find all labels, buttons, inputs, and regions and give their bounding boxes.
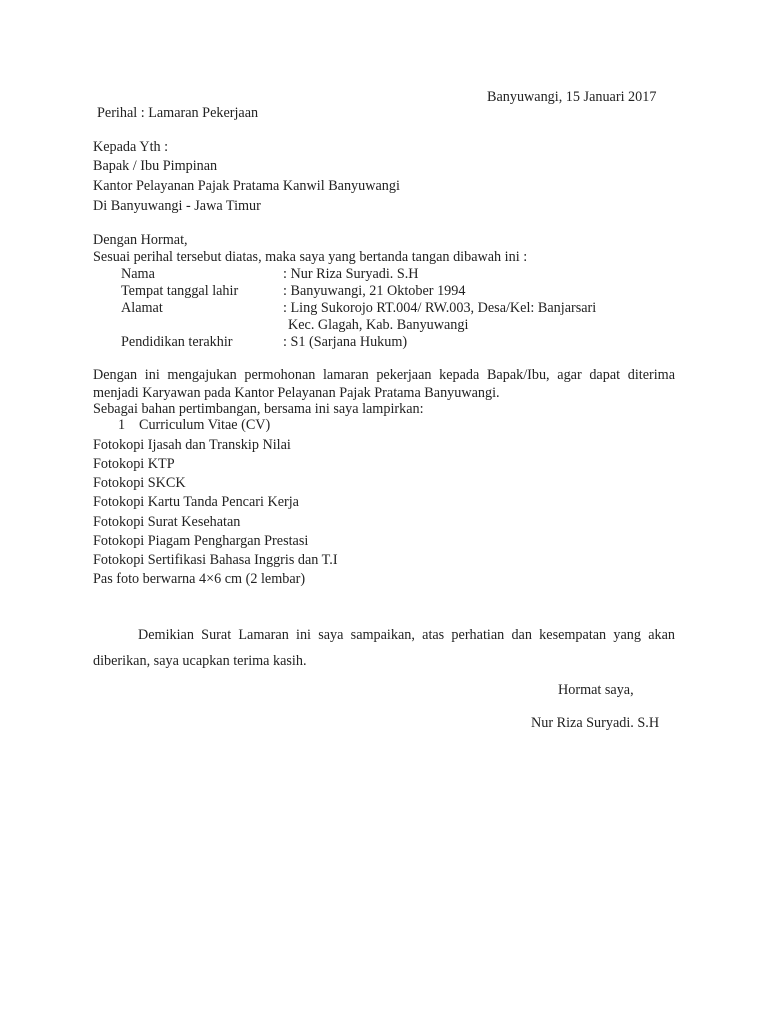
- application-paragraph: Dengan ini mengajukan permohonan lamaran pekerjaan kepada Bapak/Ibu, agar dapat diterima menjadi Karyawan pada Kantor Pelayanan Pajak Pratama Banyuwangi.: [93, 367, 675, 401]
- field-label: Tempat tanggal lahir: [121, 283, 239, 299]
- list-item: Fotokopi SKCK: [93, 475, 186, 491]
- recipient-line: Kantor Pelayanan Pajak Pratama Kanwil Banyuwangi: [93, 178, 400, 194]
- subject-line: Perihal : Lamaran Pekerjaan: [97, 105, 259, 121]
- field-value: Kec. Glagah, Kab. Banyuwangi: [288, 317, 469, 333]
- list-item: Fotokopi Piagam Penghargan Prestasi: [93, 533, 309, 549]
- list-item: Curriculum Vitae (CV): [139, 417, 271, 433]
- field-value: : Banyuwangi, 21 Oktober 1994: [283, 283, 466, 299]
- list-item: Fotokopi Kartu Tanda Pencari Kerja: [93, 494, 299, 510]
- field-value: : Ling Sukorojo RT.004/ RW.003, Desa/Kel: Banjarsari: [283, 300, 597, 316]
- recipient-salutation: Kepada Yth :: [93, 139, 169, 155]
- field-label: Nama: [121, 266, 155, 282]
- list-item: Fotokopi Sertifikasi Bahasa Inggris dan T.I: [93, 552, 338, 568]
- signature-name: Nur Riza Suryadi. S.H: [531, 715, 660, 731]
- list-item: Fotokopi KTP: [93, 456, 175, 472]
- list-item: Fotokopi Surat Kesehatan: [93, 514, 241, 530]
- closing-paragraph: Demikian Surat Lamaran ini saya sampaikan, atas perhatian dan kesempatan yang akan diberikan, saya ucapkan terima kasih.: [93, 627, 675, 669]
- recipient-line: Di Banyuwangi - Jawa Timur: [93, 198, 261, 214]
- field-label: Alamat: [121, 300, 163, 316]
- list-item: Fotokopi Ijasah dan Transkip Nilai: [93, 437, 291, 453]
- list-number: 1: [118, 417, 126, 433]
- closing-salutation: Hormat saya,: [558, 682, 634, 698]
- field-label: Pendidikan terakhir: [121, 334, 233, 350]
- list-item: Pas foto berwarna 4×6 cm (2 lembar): [93, 571, 306, 587]
- field-value: : Nur Riza Suryadi. S.H: [283, 266, 419, 282]
- field-value: : S1 (Sarjana Hukum): [283, 334, 408, 350]
- place-date: Banyuwangi, 15 Januari 2017: [487, 89, 657, 105]
- greeting: Dengan Hormat,: [93, 232, 188, 248]
- attachments-intro: Sebagai bahan pertimbangan, bersama ini saya lampirkan:: [93, 401, 424, 417]
- recipient-line: Bapak / Ibu Pimpinan: [93, 158, 218, 174]
- intro-text: Sesuai perihal tersebut diatas, maka saya yang bertanda tangan dibawah ini :: [93, 249, 528, 265]
